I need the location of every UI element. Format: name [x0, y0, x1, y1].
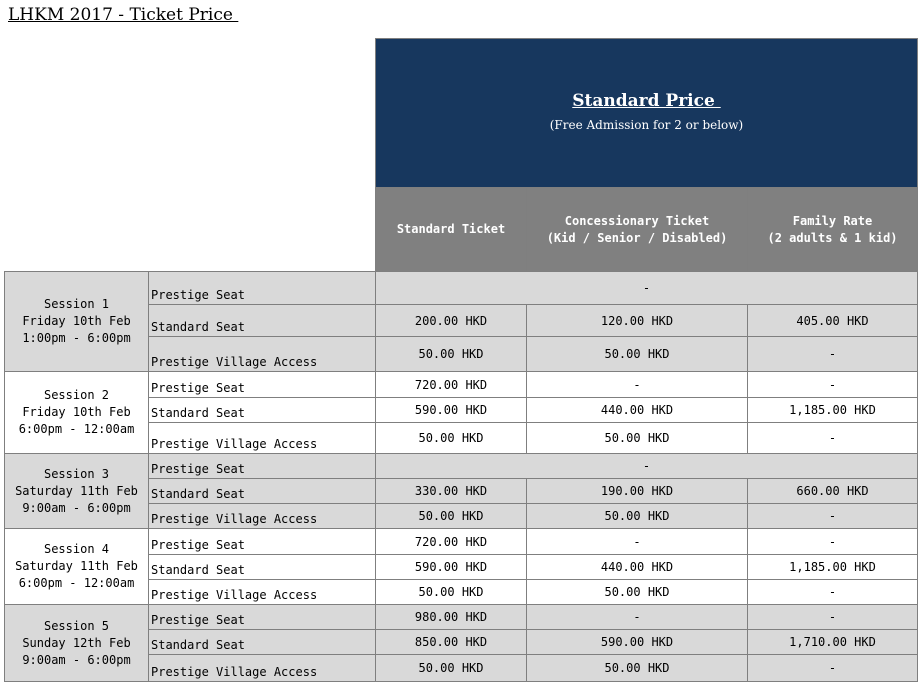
seat-type-label: Standard Seat: [149, 555, 376, 580]
session-name: Session 4: [43, 542, 110, 556]
session-time: 1:00pm - 6:00pm: [22, 331, 131, 345]
table-row: [5, 529, 918, 555]
price-cell-standard: 330.00 HKD: [376, 479, 527, 504]
session-3-cell: [5, 454, 149, 529]
seat-type-label: Prestige Seat: [149, 454, 376, 479]
session-day: Saturday 11th Feb: [15, 559, 138, 573]
price-cell-standard: 720.00 HKD: [376, 372, 527, 398]
column-header-line1: Standard Ticket: [396, 222, 506, 236]
session-name: Session 2: [43, 388, 110, 402]
price-cell-standard: 850.00 HKD: [376, 630, 527, 655]
price-cell-family: -: [748, 605, 918, 630]
price-cell-family: -: [748, 504, 918, 529]
price-cell-concessionary: -: [527, 605, 748, 630]
price-cell-merged: -: [376, 272, 918, 305]
column-header-standard-ticket: [376, 188, 527, 272]
price-cell-standard: 50.00 HKD: [376, 504, 527, 529]
table-row: [5, 272, 918, 305]
price-cell-concessionary: 120.00 HKD: [527, 305, 748, 337]
seat-type-label: Prestige Village Access: [149, 580, 376, 605]
price-cell-family: 1,185.00 HKD: [748, 398, 918, 423]
seat-type-label: Standard Seat: [149, 305, 376, 337]
price-cell-concessionary: -: [527, 529, 748, 555]
standard-price-header: [376, 39, 918, 188]
session-1-cell: [5, 272, 149, 372]
price-cell-standard: 720.00 HKD: [376, 529, 527, 555]
seat-type-label: Prestige Village Access: [149, 504, 376, 529]
price-cell-standard: 590.00 HKD: [376, 555, 527, 580]
session-day: Friday 10th Feb: [22, 405, 131, 419]
session-time: 6:00pm - 12:00am: [18, 422, 135, 436]
column-header-line2: (2 adults & 1 kid): [767, 230, 898, 245]
column-header-family-rate: [748, 188, 918, 272]
seat-type-label: Prestige Seat: [149, 529, 376, 555]
price-table-body: [5, 39, 918, 682]
session-name: Session 1: [43, 297, 110, 311]
seat-type-label: Prestige Seat: [149, 272, 376, 305]
price-cell-family: 1,185.00 HKD: [748, 555, 918, 580]
table-row: [5, 372, 918, 398]
price-cell-standard: 50.00 HKD: [376, 580, 527, 605]
session-time: 6:00pm - 12:00am: [18, 576, 135, 590]
free-admission-note: (Free Admission for 2 or below): [549, 117, 744, 132]
standard-price-title: Standard Price: [572, 90, 721, 111]
seat-type-label: Prestige Village Access: [149, 337, 376, 372]
session-day: Sunday 12th Feb: [22, 635, 131, 650]
price-cell-merged: -: [376, 454, 918, 479]
price-cell-concessionary: 50.00 HKD: [527, 655, 748, 682]
session-day: Saturday 11th Feb: [15, 483, 138, 498]
price-cell-family: 660.00 HKD: [748, 479, 918, 504]
seat-type-label: Standard Seat: [149, 398, 376, 423]
price-cell-family: -: [748, 372, 918, 398]
price-cell-concessionary: 440.00 HKD: [527, 398, 748, 423]
session-5-cell: [5, 605, 149, 682]
session-2-cell: [5, 372, 149, 454]
price-cell-standard: 50.00 HKD: [376, 423, 527, 454]
session-4-cell: [5, 529, 149, 605]
session-day: Friday 10th Feb: [22, 314, 131, 328]
column-header-line1: Family Rate: [792, 213, 873, 228]
price-cell-concessionary: 190.00 HKD: [527, 479, 748, 504]
price-cell-family: 405.00 HKD: [748, 305, 918, 337]
seat-type-label: Standard Seat: [149, 479, 376, 504]
table-row: [5, 454, 918, 479]
seat-type-label: Standard Seat: [149, 630, 376, 655]
price-cell-family: -: [748, 423, 918, 454]
price-cell-concessionary: 50.00 HKD: [527, 580, 748, 605]
column-header-line2: (Kid / Senior / Disabled): [546, 230, 728, 245]
session-name: Session 3: [43, 466, 110, 481]
price-cell-family: -: [748, 337, 918, 372]
price-cell-standard: 980.00 HKD: [376, 605, 527, 630]
column-header-line1: Concessionary Ticket: [564, 213, 710, 228]
session-time: 9:00am - 6:00pm: [22, 500, 131, 515]
price-cell-concessionary: 590.00 HKD: [527, 630, 748, 655]
price-cell-concessionary: 50.00 HKD: [527, 504, 748, 529]
price-cell-family: -: [748, 580, 918, 605]
price-cell-family: -: [748, 655, 918, 682]
seat-type-label: Prestige Village Access: [149, 423, 376, 454]
price-cell-concessionary: 50.00 HKD: [527, 337, 748, 372]
session-name: Session 5: [43, 618, 110, 633]
session-time: 9:00am - 6:00pm: [22, 652, 131, 667]
price-cell-standard: 50.00 HKD: [376, 337, 527, 372]
price-cell-family: -: [748, 529, 918, 555]
page-title: LHKM 2017 - Ticket Price: [8, 5, 239, 25]
price-cell-standard: 50.00 HKD: [376, 655, 527, 682]
price-cell-concessionary: -: [527, 372, 748, 398]
price-cell-concessionary: 440.00 HKD: [527, 555, 748, 580]
price-cell-concessionary: 50.00 HKD: [527, 423, 748, 454]
seat-type-label: Prestige Village Access: [149, 655, 376, 682]
price-cell-family: 1,710.00 HKD: [748, 630, 918, 655]
header-main-row: [5, 39, 918, 188]
price-cell-standard: 200.00 HKD: [376, 305, 527, 337]
seat-type-label: Prestige Seat: [149, 605, 376, 630]
column-header-concessionary-ticket: [527, 188, 748, 272]
ticket-price-table: [4, 38, 918, 682]
price-cell-standard: 590.00 HKD: [376, 398, 527, 423]
blank-corner: [5, 39, 376, 272]
seat-type-label: Prestige Seat: [149, 372, 376, 398]
table-row: [5, 605, 918, 630]
